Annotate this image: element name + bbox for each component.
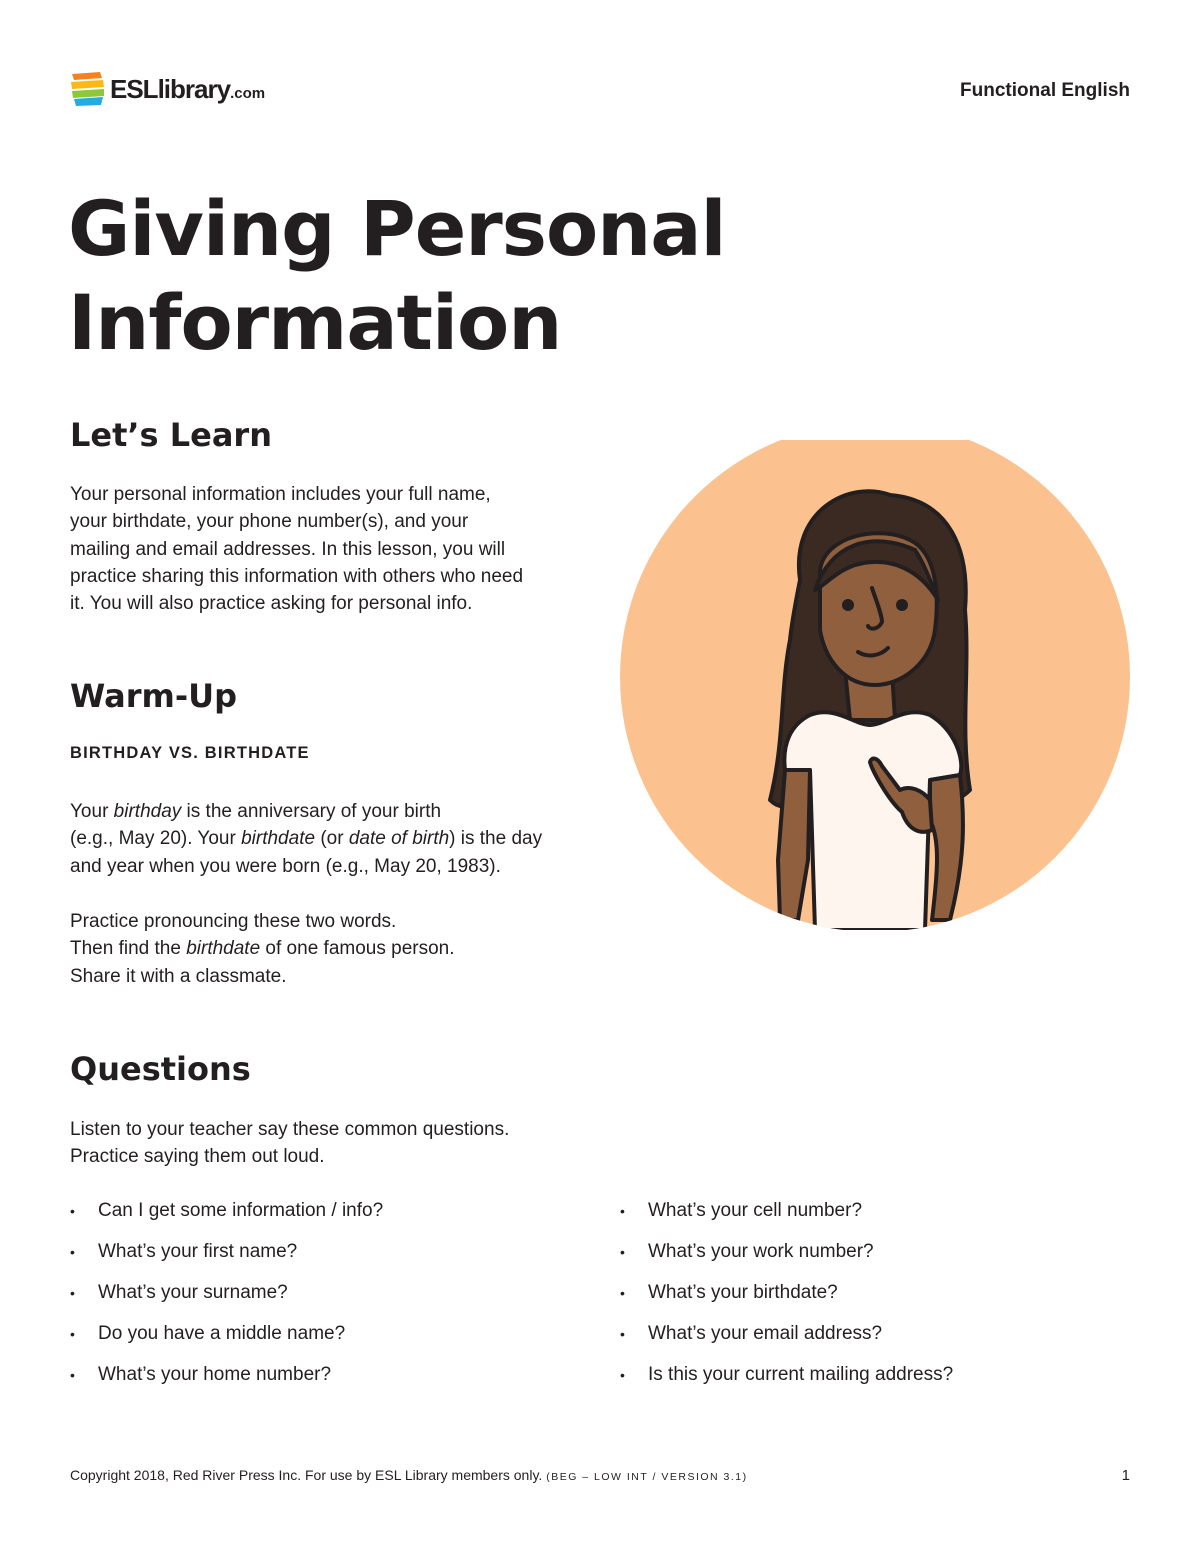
list-item: • Do you have a middle name? — [70, 1321, 570, 1362]
title-line-2: Information — [68, 278, 562, 367]
category-label: Functional English — [960, 80, 1130, 101]
logo-wordmark: ESLlibrary.com — [110, 74, 266, 104]
title-line-1: Giving Personal — [68, 184, 726, 273]
list-item: • What’s your email address? — [620, 1321, 1140, 1362]
list-item: • Can I get some information / info? — [70, 1198, 570, 1239]
questions-list-left — [70, 1198, 570, 1403]
list-item: • Is this your current mailing address? — [620, 1362, 1140, 1403]
lets-learn-paragraph: Your personal information includes your full name, your birthdate, your phone number(s), and your mailing and email addresses. In this lesson, you will practice sharing this information with others who need it. You will also practice asking for personal info. — [70, 484, 524, 615]
lets-learn-heading: Let’s Learn — [70, 416, 272, 454]
warm-up-subheading: BIRTHDAY VS. BIRTHDATE — [70, 744, 310, 762]
page-title — [68, 182, 868, 370]
questions-intro: Listen to your teacher say these common questions. Practice saying them out loud. — [70, 1119, 510, 1168]
questions-list-right — [620, 1198, 1140, 1403]
list-item: • What’s your surname? — [70, 1280, 570, 1321]
list-item: • What’s your work number? — [620, 1239, 1140, 1280]
book-stack-logo-icon — [70, 70, 106, 108]
birthday-definition: Your birthday is the anniversary of your birth (e.g., May 20). Your birthdate (or date of birth) is the day and year when you were born (e.g., May 20, 1983). — [70, 801, 543, 877]
page-number: 1 — [1121, 1467, 1130, 1484]
list-item: • What’s your home number? — [70, 1362, 570, 1403]
list-item: • What’s your cell number? — [620, 1198, 1140, 1239]
eye-icon — [896, 599, 908, 611]
footer-copyright: Copyright 2018, Red River Press Inc. For use by ESL Library members only. (BEG – LOW INT / VERSION 3.1) — [70, 1467, 748, 1483]
footer-level: (BEG – LOW INT / VERSION 3.1) — [546, 1471, 748, 1483]
eye-icon — [842, 599, 854, 611]
warm-up-practice-instructions: Practice pronouncing these two words. Then find the birthdate of one famous person. Share it with a classmate. — [70, 911, 455, 987]
esl-library-logo — [70, 70, 280, 110]
questions-heading: Questions — [70, 1050, 251, 1088]
list-item: • What’s your birthdate? — [620, 1280, 1140, 1321]
warm-up-heading: Warm-Up — [70, 677, 238, 715]
girl-pointing-illustration — [620, 440, 1130, 930]
list-item: • What’s your first name? — [70, 1239, 570, 1280]
